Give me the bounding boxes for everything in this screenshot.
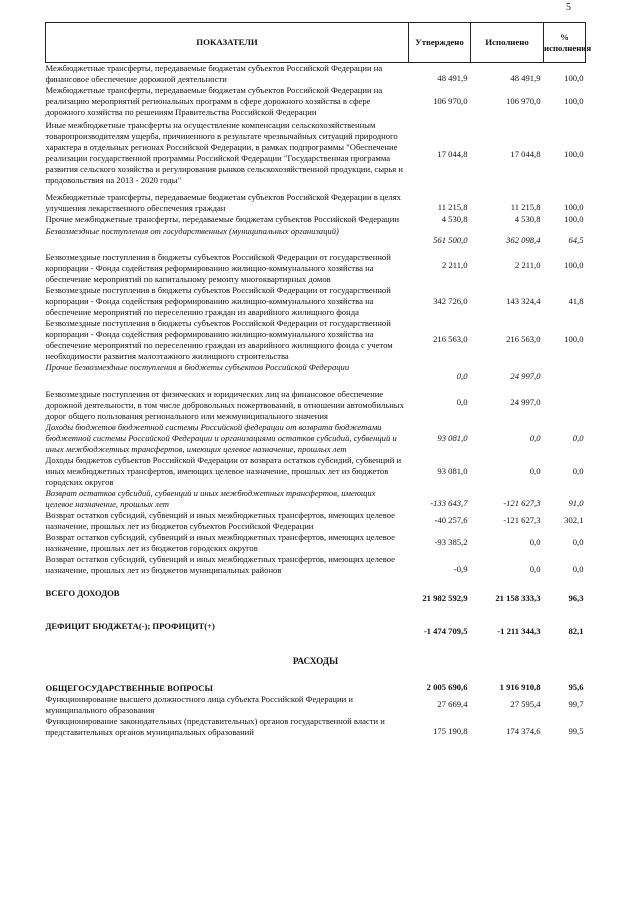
- row-executed: 106 970,0: [506, 95, 541, 106]
- header-approved: Утверждено: [409, 23, 471, 63]
- expense-name: Функционирование законодательных (представительных) органов государственной власти и представительных органов муниципальных образований: [45, 716, 385, 737]
- expense-row: [46, 677, 586, 694]
- expense-executed: 27 595,4: [510, 699, 541, 709]
- row-name: Возврат остатков субсидий, субвенций и иных межбюджетных трансфертов, имеющих целевое назначение, прошлых лет из бюджетов муниципальных районов: [45, 554, 395, 575]
- page-number: 5: [566, 2, 571, 13]
- row-percent: 0,0: [572, 564, 584, 574]
- deficit-percent: 82,1: [568, 625, 584, 636]
- row-executed: 362 098,4: [506, 235, 541, 245]
- row-approved: 216 563,0: [433, 334, 468, 344]
- table-row: [46, 85, 586, 118]
- row-name: Возврат остатков субсидий, субвенций и иных межбюджетных трансфертов, имеющих целевое назначение, прошлых лет из бюджетов городских округов: [45, 532, 395, 553]
- table-row: [46, 362, 586, 383]
- header-percent: % исполнения: [544, 23, 586, 63]
- table-header-row: [46, 23, 586, 63]
- row-executed: 11 215,8: [510, 202, 541, 212]
- row-approved: 93 081,0: [437, 465, 468, 476]
- table-row: [46, 118, 586, 192]
- row-executed: 48 491,9: [510, 73, 541, 83]
- row-name: Безвозмездные поступления в бюджеты субъектов Российской Федерации от государственной корпорации - Фонда содействия реформированию жилищно-коммунального хозяйства на обеспечение мероприятий по переселению граждан из аварийного жилищного фонда: [45, 285, 391, 317]
- deficit-label: ДЕФИЦИТ БЮДЖЕТА(-); ПРОФИЦИТ(+): [45, 621, 215, 631]
- row-percent: 0,0: [572, 465, 584, 476]
- expense-percent: 99,5: [568, 726, 584, 736]
- expense-approved: 175 190,8: [433, 726, 468, 736]
- row-approved: 342 726,0: [433, 295, 468, 306]
- row-executed: -121 627,3: [503, 498, 541, 508]
- deficit-executed: -1 211 344,3: [497, 625, 541, 636]
- table-row: [46, 532, 586, 554]
- table-row: [46, 247, 586, 285]
- row-approved: 17 044,8: [437, 149, 468, 159]
- row-executed: 4 530,8: [514, 214, 541, 224]
- row-name: Безвозмездные поступления в бюджеты субъектов Российской Федерации от государственной корпорации - Фонда содействия реформированию жилищно-коммунального хозяйства на обеспечение мероприятий по переселению граждан из аварийного жилищного фонда с учетом необходимости развития малоэтажного жилищного строительства: [45, 318, 393, 361]
- row-approved: -93 385,2: [434, 537, 468, 547]
- expense-percent: 99,7: [568, 699, 584, 709]
- row-percent: 0,0: [572, 432, 584, 443]
- row-name: Доходы бюджетов бюджетной системы Российской федерации от возврата бюджетами бюджетной системы Российской Федерации и организациями остатков субсидий, субвенций и иных межбюджетных трансфертов, имеющих целевое назначение, прошлых лет: [45, 422, 397, 454]
- expense-approved: 2 005 690,6: [426, 682, 468, 692]
- row-approved: -40 257,6: [434, 515, 468, 525]
- row-approved: 106 970,0: [433, 95, 468, 106]
- row-percent: 100,0: [564, 260, 584, 270]
- table-row: [46, 226, 586, 247]
- row-percent: 100,0: [564, 202, 584, 212]
- deficit-row: [46, 609, 586, 642]
- table-row: [46, 455, 586, 488]
- row-percent: 41,8: [568, 295, 584, 306]
- expense-row: [46, 716, 586, 738]
- row-percent: 100,0: [564, 95, 584, 106]
- row-percent: [544, 362, 586, 383]
- row-percent: 100,0: [564, 214, 584, 224]
- row-name: Возврат остатков субсидий, субвенций и иных межбюджетных трансфертов, имеющих целевое назначение, прошлых лет: [45, 488, 376, 509]
- row-approved: 4 530,8: [441, 214, 468, 224]
- table-row: [46, 285, 586, 318]
- table-row: [46, 510, 586, 532]
- row-name: Безвозмездные поступления от государственных (муниципальных организаций): [45, 226, 339, 236]
- expense-name: ОБЩЕГОСУДАРСТВЕННЫЕ ВОПРОСЫ: [45, 683, 213, 693]
- row-name: Прочие межбюджетные трансферты, передаваемые бюджетам субъектов Российской Федерации: [45, 214, 399, 224]
- total-income-percent: 96,3: [568, 592, 584, 603]
- expenses-section-row: [46, 642, 586, 677]
- row-approved: 2 211,0: [442, 260, 468, 270]
- row-executed: 17 044,8: [510, 149, 541, 159]
- row-executed: 0,0: [529, 465, 541, 476]
- row-percent: 64,5: [568, 235, 584, 245]
- expense-name: Функционирование высшего должностного лица субъекта Российской Федерации и муниципального образования: [45, 694, 353, 715]
- table-row: [46, 554, 586, 576]
- row-percent: 100,0: [564, 334, 584, 344]
- row-approved: 11 215,8: [437, 202, 468, 212]
- row-approved: -0,9: [453, 564, 468, 574]
- total-income-executed: 21 158 333,3: [495, 592, 541, 603]
- row-name: Межбюджетные трансферты, передаваемые бюджетам субъектов Российской Федерации на реализацию мероприятий региональных программ в сфере дорожного хозяйства в сфере дорожного хозяйства по решениям Правительства Российской Федерации: [45, 85, 383, 117]
- expense-approved: 27 669,4: [437, 699, 468, 709]
- table-row: [46, 63, 586, 86]
- expenses-title: РАСХОДЫ: [292, 656, 339, 666]
- row-name: Безвозмездные поступления от физических и юридических лиц на финансовое обеспечение дорожной деятельности, в том числе добровольных пожертвований, в отношении автомобильных дорог общего пользования регионального или межмуниципального значения: [45, 389, 404, 421]
- total-income-approved: 21 982 592,9: [422, 592, 468, 603]
- row-percent: 100,0: [564, 149, 584, 159]
- budget-table: [45, 22, 592, 738]
- row-name: Доходы бюджетов субъектов Российской Федерации от возврата остатков субсидий, субвенций и иных межбюджетных трансфертов, имеющих целевое назначение, прошлых лет из бюджетов городских округов: [45, 455, 402, 487]
- row-percent: 100,0: [564, 73, 584, 83]
- row-approved: 93 081,0: [437, 432, 468, 443]
- row-executed: 143 324,4: [506, 295, 541, 306]
- row-executed: 24 997,0: [510, 371, 541, 381]
- row-executed: 0,0: [529, 432, 541, 443]
- row-approved: 0,0: [456, 396, 468, 407]
- row-name: Межбюджетные трансферты, передаваемые бюджетам субъектов Российской Федерации на финансовое обеспечение дорожной деятельности: [45, 63, 383, 84]
- expense-executed: 1 916 910,8: [499, 682, 541, 692]
- row-executed: 0,0: [529, 564, 541, 574]
- deficit-approved: -1 474 709,5: [423, 625, 468, 636]
- row-executed: 216 563,0: [506, 334, 541, 344]
- header-indicators: ПОКАЗАТЕЛИ: [46, 23, 409, 63]
- table-row: [46, 488, 586, 510]
- row-percent: [544, 383, 586, 422]
- expense-executed: 174 374,6: [506, 726, 541, 736]
- table-row: [46, 383, 586, 422]
- row-approved: 561 500,0: [433, 235, 468, 245]
- expense-percent: 95,6: [568, 682, 584, 692]
- table-row: [46, 422, 586, 455]
- row-percent: 91,0: [568, 498, 584, 508]
- row-approved: -133 643,7: [430, 498, 468, 508]
- row-percent: 0,0: [572, 537, 584, 547]
- header-executed: Исполнено: [471, 23, 544, 63]
- row-name: Прочие безвозмездные поступления в бюджеты субъектов Российской Федерации: [45, 362, 350, 372]
- row-executed: 0,0: [529, 537, 541, 547]
- row-approved: 48 491,9: [437, 73, 468, 83]
- row-executed: 24 997,0: [510, 396, 541, 407]
- table-row: [46, 192, 586, 214]
- table-row: [46, 214, 586, 226]
- row-name: Безвозмездные поступления в бюджеты субъектов Российской Федерации от государственной корпорации - Фонда содействия реформированию жилищно-коммунального хозяйства на обеспечение мероприятий по капитальному ремонту многоквартирных домов: [45, 252, 391, 284]
- row-approved: 0,0: [456, 371, 468, 381]
- table-row: [46, 318, 586, 362]
- row-executed: 2 211,0: [515, 260, 541, 270]
- row-name: Возврат остатков субсидий, субвенций и иных межбюджетных трансфертов, имеющих целевое назначение, прошлых лет из бюджетов субъектов Российской Федерации: [45, 510, 395, 531]
- row-percent: 302,1: [564, 515, 584, 525]
- total-income-row: [46, 576, 586, 609]
- row-name: Межбюджетные трансферты, передаваемые бюджетам субъектов Российской Федерации в целях улучшения лекарственного обеспечения граждан: [45, 192, 401, 213]
- expense-row: [46, 694, 586, 716]
- total-income-label: ВСЕГО ДОХОДОВ: [45, 588, 120, 598]
- row-executed: -121 627,3: [503, 515, 541, 525]
- row-name: Иные межбюджетные трансферты на осуществление компенсации сельскохозяйственным товаропроизводителям ущерба, причиненного в результате чрезвычайных ситуаций природного характера в отдельных регионах Российской Федерации, в рамках подпрограммы "Обеспечение реализации государственной программы Российской Федерации "Государственная программа развития сельского хозяйства и регулирования рынков сельскохозяйственной продукции, сырья и продовольствия на 2013 - 2020 годы": [45, 120, 403, 185]
